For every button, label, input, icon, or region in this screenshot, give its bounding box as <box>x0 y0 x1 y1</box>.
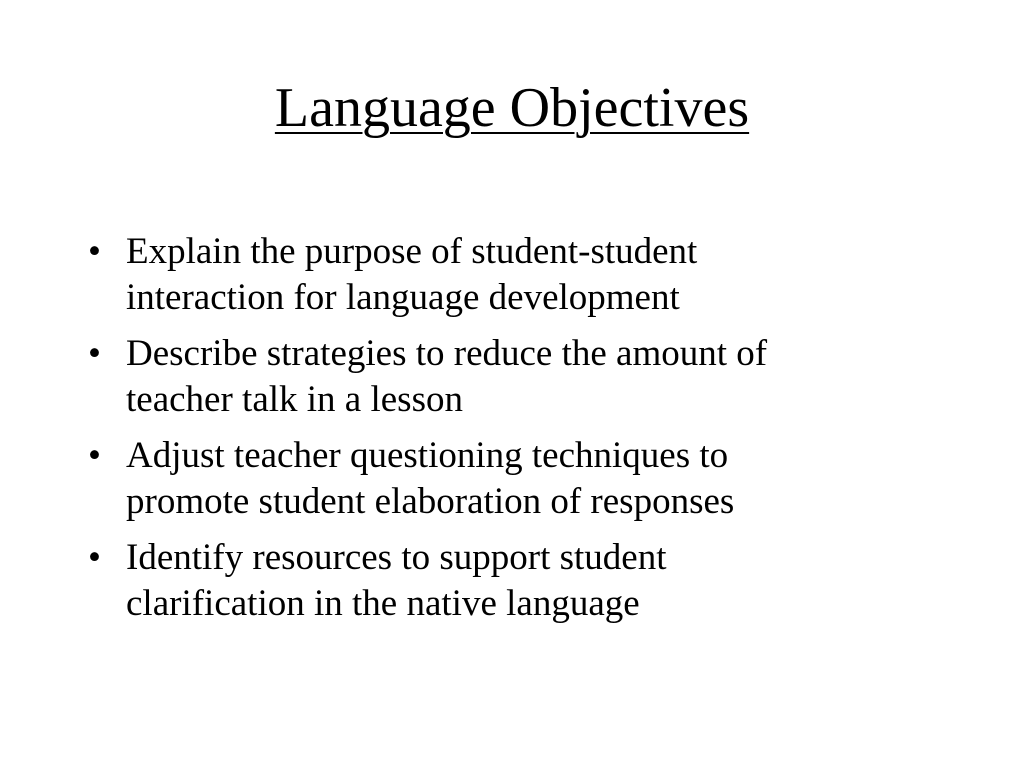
list-item <box>84 535 964 627</box>
bullet-icon: • <box>88 231 101 272</box>
list-item-line-1: Explain the purpose of student-student <box>126 231 698 272</box>
list-item-text <box>126 229 964 321</box>
list-item-text <box>126 331 964 423</box>
list-item-text <box>126 535 964 627</box>
list-item-line-1: Describe strategies to reduce the amount of <box>126 333 768 374</box>
bullet-icon: • <box>88 333 101 374</box>
list-item-line-1: Identify resources to support student <box>126 537 667 578</box>
list-item <box>84 229 964 321</box>
objectives-list <box>84 229 964 637</box>
list-item-line-1: Adjust teacher questioning techniques to <box>126 435 729 476</box>
list-item-text <box>126 433 964 525</box>
list-item <box>84 433 964 525</box>
bullet-icon: • <box>88 537 101 578</box>
list-item-line-2: promote student elaboration of responses <box>126 481 735 522</box>
list-item-line-2: teacher talk in a lesson <box>126 379 463 420</box>
slide-title: Language Objectives <box>274 77 750 139</box>
bullet-icon: • <box>88 435 101 476</box>
list-item-line-2: clarification in the native language <box>126 583 640 624</box>
list-item <box>84 331 964 423</box>
list-item-line-2: interaction for language development <box>126 277 680 318</box>
